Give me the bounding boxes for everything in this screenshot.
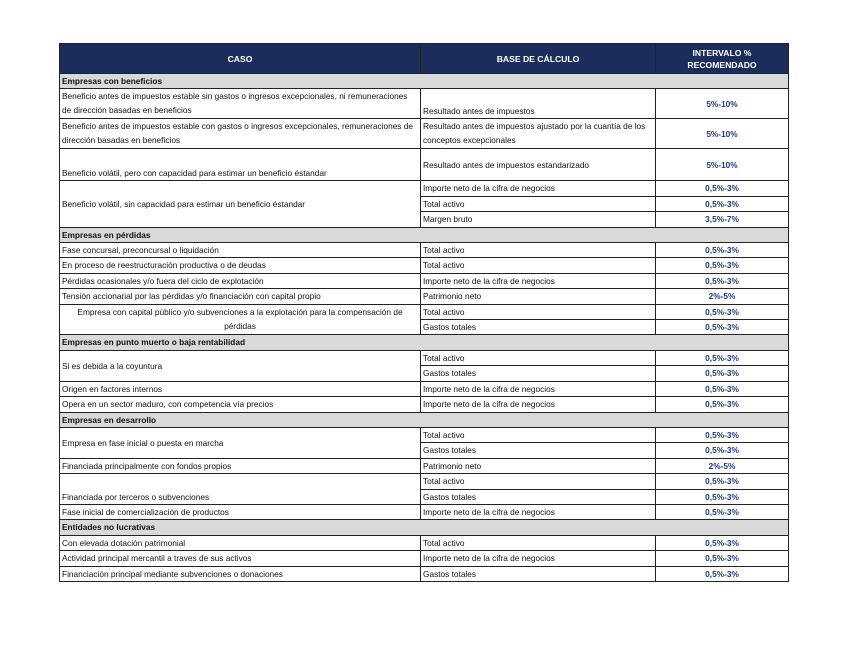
intervalo-cell: 0,5%-3%: [656, 566, 789, 581]
base-cell: Importe neto de la cifra de negocios: [421, 381, 656, 396]
caso-cell: Opera en un sector maduro, con competencia vía precios: [60, 397, 421, 412]
intervalo-cell: 0,5%-3%: [656, 504, 789, 519]
caso-cell: Fase inicial de comercialización de productos: [60, 504, 421, 519]
base-cell: Total activo: [421, 258, 656, 273]
table-row: [60, 566, 789, 581]
intervalo-cell: 0,5%-3%: [656, 535, 789, 550]
table-row: [60, 119, 789, 149]
intervalo-cell: 2%-5%: [656, 458, 789, 473]
table-row: [60, 181, 789, 196]
base-cell: Importe neto de la cifra de negocios: [421, 181, 656, 196]
base-cell: Total activo: [421, 427, 656, 442]
caso-cell: Financiada por terceros o subvenciones: [60, 474, 421, 505]
base-cell: Gastos totales: [421, 366, 656, 381]
intervalo-cell: 0,5%-3%: [656, 196, 789, 211]
caso-cell: Actividad principal mercantil a traves de sus activos: [60, 551, 421, 566]
caso-cell: Tensión accionarial por las pérdidas y/o financiación con capital propio: [60, 289, 421, 304]
table-row: [60, 258, 789, 273]
intervalo-cell: 0,5%-3%: [656, 181, 789, 196]
section-header-row: [60, 412, 789, 427]
caso-cell: En proceso de reestructuración productiva o de deudas: [60, 258, 421, 273]
base-cell: Total activo: [421, 196, 656, 211]
table-row: [60, 458, 789, 473]
caso-cell: Financiación principal mediante subvenciones o donaciones: [60, 566, 421, 581]
section-title: Empresas con beneficios: [60, 74, 789, 89]
intervalo-cell: 0,5%-3%: [656, 551, 789, 566]
intervalo-cell: 0,5%-3%: [656, 320, 789, 335]
intervalo-cell: 0,5%-3%: [656, 243, 789, 258]
base-cell: Gastos totales: [421, 443, 656, 458]
intervalo-cell: 0,5%-3%: [656, 397, 789, 412]
base-cell: Margen bruto: [421, 212, 656, 227]
intervalo-cell: 5%-10%: [656, 149, 789, 181]
base-cell: Total activo: [421, 304, 656, 319]
table-row: [60, 89, 789, 119]
base-cell: Importe neto de la cifra de negocios: [421, 273, 656, 288]
table-row: [60, 427, 789, 442]
materiality-table: [59, 43, 789, 582]
intervalo-cell: 0,5%-3%: [656, 304, 789, 319]
caso-cell: Empresa con capital público y/o subvenciones a la explotación para la compensación de pérdidas: [60, 304, 421, 335]
intervalo-cell: 0,5%-3%: [656, 273, 789, 288]
caso-cell: Si es debida a la coyuntura: [60, 350, 421, 381]
section-header-row: [60, 520, 789, 535]
section-title: Empresas en pérdidas: [60, 227, 789, 242]
table-row: [60, 350, 789, 365]
table-row: [60, 273, 789, 288]
table-row: [60, 397, 789, 412]
header-intervalo: INTERVALO % RECOMENDADO: [656, 44, 789, 74]
header-base: BASE DE CÁLCULO: [421, 44, 656, 74]
base-cell: Total activo: [421, 350, 656, 365]
intervalo-cell: 5%-10%: [656, 119, 789, 149]
base-cell: Importe neto de la cifra de negocios: [421, 504, 656, 519]
intervalo-cell: 0,5%-3%: [656, 443, 789, 458]
base-cell: Patrimonio neto: [421, 458, 656, 473]
section-header-row: [60, 74, 789, 89]
intervalo-cell: 0,5%-3%: [656, 366, 789, 381]
base-cell: Resultado antes de impuestos: [421, 89, 656, 119]
intervalo-cell: 2%-5%: [656, 289, 789, 304]
section-title: Entidades no lucrativas: [60, 520, 789, 535]
base-cell: Resultado antes de impuestos estandarizado: [421, 149, 656, 181]
table-row: [60, 535, 789, 550]
intervalo-cell: 0,5%-3%: [656, 381, 789, 396]
table-row: [60, 381, 789, 396]
header-caso: CASO: [60, 44, 421, 74]
caso-cell: Beneficio antes de impuestos estable sin gastos o ingresos excepcionales, ni remuneraciones de dirección basadas en beneficios: [60, 89, 421, 119]
base-cell: Resultado antes de impuestos ajustado por la cuantía de los conceptos excepcionales: [421, 119, 656, 149]
section-title: Empresas en punto muerto o baja rentabilidad: [60, 335, 789, 350]
table-header-row: [60, 44, 789, 74]
base-cell: Gastos totales: [421, 566, 656, 581]
base-cell: Total activo: [421, 474, 656, 489]
caso-cell: Pérdidas ocasionales y/o fuera del ciclo de explotación: [60, 273, 421, 288]
caso-cell: Con elevada dotación patrimonial: [60, 535, 421, 550]
intervalo-cell: 0,5%-3%: [656, 489, 789, 504]
intervalo-cell: 0,5%-3%: [656, 258, 789, 273]
caso-cell: Empresa en fase inicial o puesta en marcha: [60, 427, 421, 458]
base-cell: Total activo: [421, 243, 656, 258]
caso-cell: Fase concursal, preconcursal o liquidación: [60, 243, 421, 258]
caso-cell: Beneficio antes de impuestos estable con gastos o ingresos excepcionales, remuneraciones de dirección basadas en beneficios: [60, 119, 421, 149]
intervalo-cell: 0,5%-3%: [656, 427, 789, 442]
table-row: [60, 243, 789, 258]
section-title: Empresas en desarrollo: [60, 412, 789, 427]
base-cell: Importe neto de la cifra de negocios: [421, 551, 656, 566]
table-body: [60, 74, 789, 582]
intervalo-cell: 0,5%-3%: [656, 350, 789, 365]
intervalo-cell: 3,5%-7%: [656, 212, 789, 227]
table-row: [60, 504, 789, 519]
base-cell: Importe neto de la cifra de negocios: [421, 397, 656, 412]
table-row: [60, 289, 789, 304]
intervalo-cell: 5%-10%: [656, 89, 789, 119]
table-row: [60, 474, 789, 489]
caso-cell: Financiada principalmente con fondos propios: [60, 458, 421, 473]
caso-cell: Beneficio volátil, sin capacidad para estimar un beneficio éstandar: [60, 181, 421, 227]
base-cell: Gastos totales: [421, 320, 656, 335]
table-row: [60, 149, 789, 181]
base-cell: Patrimonio neto: [421, 289, 656, 304]
section-header-row: [60, 335, 789, 350]
table-row: [60, 304, 789, 319]
intervalo-cell: 0,5%-3%: [656, 474, 789, 489]
table-row: [60, 551, 789, 566]
section-header-row: [60, 227, 789, 242]
caso-cell: Origen en factores internos: [60, 381, 421, 396]
base-cell: Gastos totales: [421, 489, 656, 504]
base-cell: Total activo: [421, 535, 656, 550]
caso-cell: Beneficio volátil, pero con capacidad para estimar un beneficio éstandar: [60, 149, 421, 181]
